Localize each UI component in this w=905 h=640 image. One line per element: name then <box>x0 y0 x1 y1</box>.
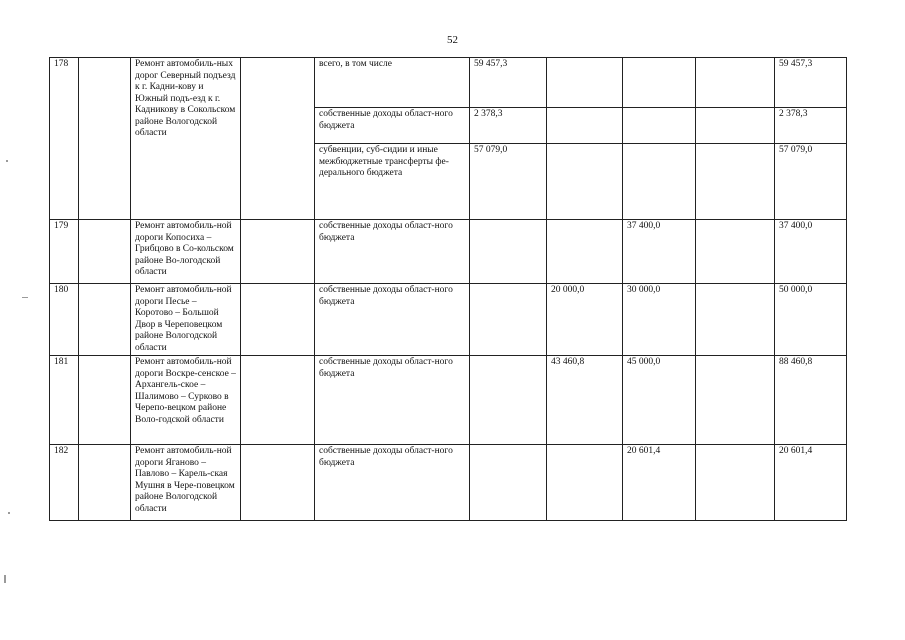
amount-col-3: 30 000,0 <box>623 284 696 356</box>
amount-col-4 <box>696 144 775 220</box>
amount-col-1 <box>470 220 547 284</box>
empty-cell <box>79 58 131 220</box>
amount-col-4 <box>696 284 775 356</box>
page-number: 52 <box>447 34 458 46</box>
empty-cell <box>79 445 131 521</box>
amount-total: 50 000,0 <box>775 284 847 356</box>
empty-cell <box>241 284 315 356</box>
row-number: 180 <box>50 284 79 356</box>
funding-source: всего, в том числе <box>315 58 470 108</box>
amount-col-1 <box>470 445 547 521</box>
scan-speck <box>22 297 28 298</box>
scan-speck <box>4 575 6 583</box>
amount-col-2 <box>547 108 623 144</box>
amount-col-1 <box>470 356 547 445</box>
table-row-179 <box>50 220 847 284</box>
funding-source: собственные доходы област-ного бюджета <box>315 108 470 144</box>
amount-total: 37 400,0 <box>775 220 847 284</box>
amount-col-2 <box>547 445 623 521</box>
amount-col-2: 20 000,0 <box>547 284 623 356</box>
amount-col-3 <box>623 58 696 108</box>
amount-col-1: 2 378,3 <box>470 108 547 144</box>
amount-col-3 <box>623 144 696 220</box>
amount-col-4 <box>696 220 775 284</box>
empty-cell <box>241 356 315 445</box>
amount-col-4 <box>696 58 775 108</box>
empty-cell <box>79 284 131 356</box>
amount-col-2: 43 460,8 <box>547 356 623 445</box>
amount-col-3: 20 601,4 <box>623 445 696 521</box>
amount-total: 59 457,3 <box>775 58 847 108</box>
object-name: Ремонт автомобиль-ной дороги Яганово – Павлово – Карель-ская Мушня в Чере-повецком районе Вологодской области <box>131 445 241 521</box>
amount-col-2 <box>547 58 623 108</box>
empty-cell <box>241 220 315 284</box>
row-number: 181 <box>50 356 79 445</box>
funding-source: собственные доходы област-ного бюджета <box>315 356 470 445</box>
budget-table <box>49 57 847 521</box>
amount-total: 2 378,3 <box>775 108 847 144</box>
table-row-181 <box>50 356 847 445</box>
funding-source: собственные доходы област-ного бюджета <box>315 284 470 356</box>
amount-col-4 <box>696 356 775 445</box>
amount-col-2 <box>547 144 623 220</box>
row-number: 178 <box>50 58 79 220</box>
scan-speck <box>6 160 8 162</box>
funding-source: субвенции, суб-сидии и иные межбюджетные трансферты фе-дерального бюджета <box>315 144 470 220</box>
empty-cell <box>241 58 315 220</box>
table-row-178-total <box>50 58 847 108</box>
empty-cell <box>241 445 315 521</box>
object-name: Ремонт автомобиль-ной дороги Воскре-сенское – Архангель-ское – Шалимово – Сурково в Черепо-вецком районе Воло-годской области <box>131 356 241 445</box>
amount-total: 57 079,0 <box>775 144 847 220</box>
object-name: Ремонт автомобиль-ных дорог Северный подъезд к г. Кадни-кову и Южный подъ-езд к г. Кадникову в Сокольском районе Вологодской области <box>131 58 241 220</box>
amount-col-2 <box>547 220 623 284</box>
amount-col-1 <box>470 284 547 356</box>
amount-col-3: 37 400,0 <box>623 220 696 284</box>
scan-speck <box>8 512 10 514</box>
row-number: 179 <box>50 220 79 284</box>
funding-source: собственные доходы област-ного бюджета <box>315 220 470 284</box>
row-number: 182 <box>50 445 79 521</box>
empty-cell <box>79 356 131 445</box>
amount-total: 20 601,4 <box>775 445 847 521</box>
amount-total: 88 460,8 <box>775 356 847 445</box>
table-row-182 <box>50 445 847 521</box>
object-name: Ремонт автомобиль-ной дороги Копосиха – Грибцово в Со-кольском районе Во-логодской области <box>131 220 241 284</box>
object-name: Ремонт автомобиль-ной дороги Песье – Коротово – Большой Двор в Череповецком районе Вологодской области <box>131 284 241 356</box>
amount-col-4 <box>696 108 775 144</box>
amount-col-4 <box>696 445 775 521</box>
amount-col-3 <box>623 108 696 144</box>
amount-col-1: 59 457,3 <box>470 58 547 108</box>
amount-col-1: 57 079,0 <box>470 144 547 220</box>
empty-cell <box>79 220 131 284</box>
funding-source: собственные доходы област-ного бюджета <box>315 445 470 521</box>
table-row-180 <box>50 284 847 356</box>
amount-col-3: 45 000,0 <box>623 356 696 445</box>
